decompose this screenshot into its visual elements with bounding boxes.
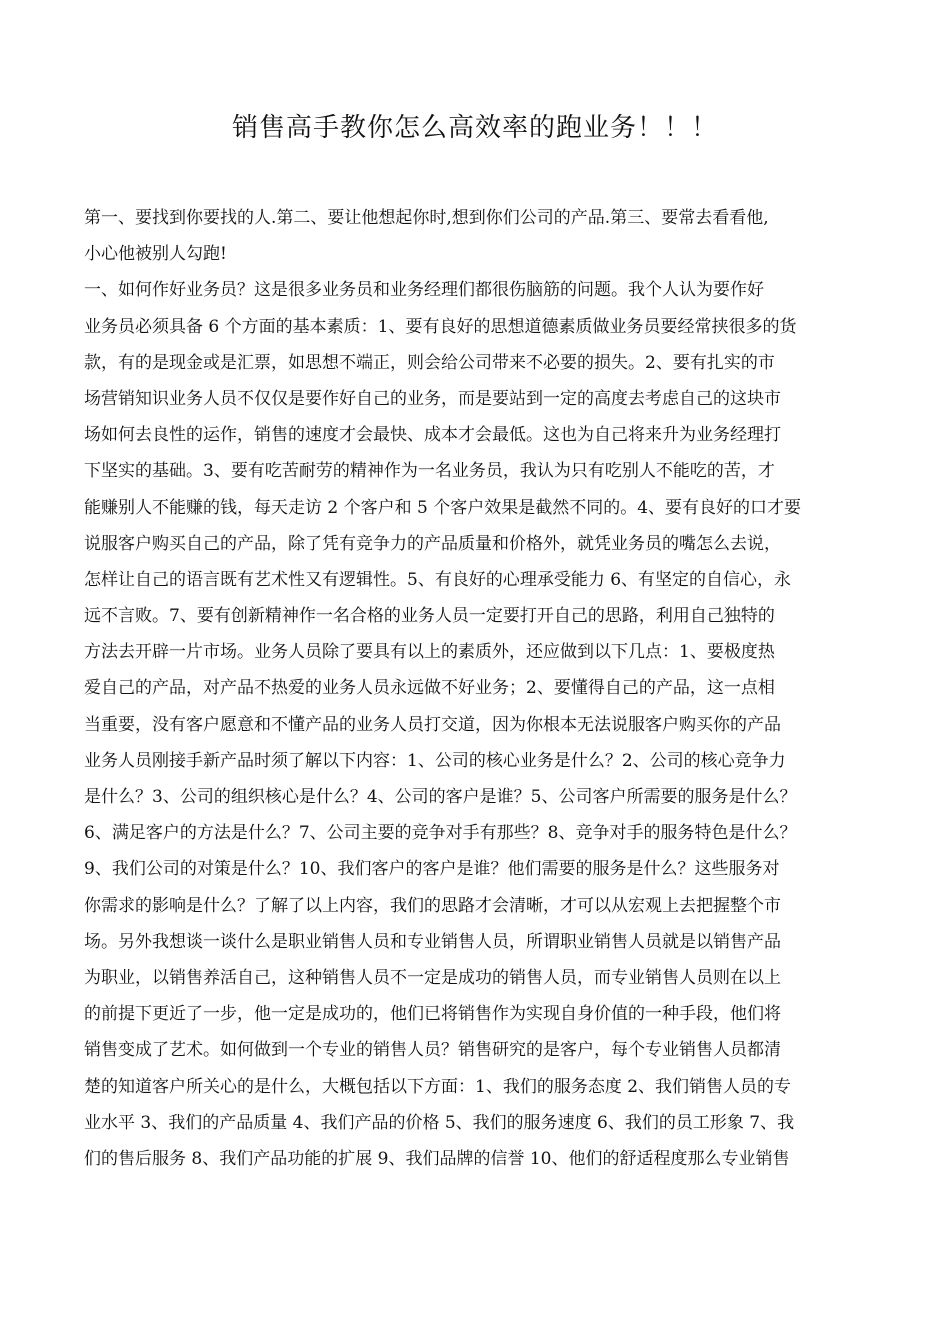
text-line: 小心他被别人勾跑! bbox=[84, 244, 227, 265]
text-line: 场营销知识业务人员不仅仅是要作好自己的业务，而是要站到一定的高度去考虑自己的这块市 bbox=[84, 388, 781, 409]
text-line: 下坚实的基础。3、要有吃苦耐劳的精神作为一名业务员，我认为只有吃别人不能吃的苦，才 bbox=[84, 461, 775, 482]
text-line: 业水平 3、我们的产品质量 4、我们产品的价格 5、我们的服务速度 6、我们的员工形象 7、我 bbox=[84, 1112, 795, 1133]
text-line: 销售变成了艺术。如何做到一个专业的销售人员？销售研究的是客户，每个专业销售人员都清 bbox=[84, 1040, 781, 1061]
text-line: 业务人员刚接手新产品时须了解以下内容：1、公司的核心业务是什么？2、公司的核心竞争力 bbox=[84, 750, 786, 771]
text-line: 说服客户购买自己的产品，除了凭有竞争力的产品质量和价格外，就凭业务员的嘴怎么去说， bbox=[84, 533, 781, 554]
text-line: 场如何去良性的运作，销售的速度才会最快、成本才会最低。这也为自己将来升为业务经理打 bbox=[84, 425, 781, 446]
text-line: 第一、要找到你要找的人.第二、要让他想起你时,想到你们公司的产品.第三、要常去看看他, bbox=[84, 208, 769, 228]
text-line: 9、我们公司的对策是什么？10、我们客户的客户是谁？他们需要的服务是什么？这些服务对 bbox=[84, 859, 780, 880]
text-line: 为职业，以销售养活自己，这种销售人员不一定是成功的销售人员，而专业销售人员则在以上 bbox=[84, 967, 781, 988]
text-line: 业务员必须具备 6 个方面的基本素质：1、要有良好的思想道德素质做业务员要经常挟很多的货 bbox=[84, 316, 797, 337]
text-line: 能赚别人不能赚的钱，每天走访 2 个客户和 5 个客户效果是截然不同的。4、要有良好的口才要 bbox=[84, 497, 802, 518]
text-line: 当重要，没有客户愿意和不懂产品的业务人员打交道，因为你根本无法说服客户购买你的产品 bbox=[84, 714, 781, 735]
text-line: 你需求的影响是什么？了解了以上内容，我们的思路才会清晰，才可以从宏观上去把握整个市 bbox=[84, 895, 781, 916]
text-line: 们的售后服务 8、我们产品功能的扩展 9、我们品牌的信誉 10、他们的舒适程度那么专业销售 bbox=[84, 1148, 790, 1169]
text-line: 方法去开辟一片市场。业务人员除了要具有以上的素质外，还应做到以下几点：1、要极度热 bbox=[84, 642, 775, 663]
text-line: 场。另外我想谈一谈什么是职业销售人员和专业销售人员，所谓职业销售人员就是以销售产品 bbox=[84, 931, 781, 952]
document-body bbox=[84, 200, 894, 1177]
text-line: 一、如何作好业务员？这是很多业务员和业务经理们都很伤脑筋的问题。我个人认为要作好 bbox=[84, 280, 764, 301]
text-line: 6、满足客户的方法是什么？7、公司主要的竞争对手有那些？8、竞争对手的服务特色是什么？ bbox=[84, 823, 797, 844]
text-line: 爱自己的产品，对产品不热爱的业务人员永远做不好业务；2、要懂得自己的产品，这一点相 bbox=[84, 678, 775, 699]
document-title: 销售高手教你怎么高效率的跑业务！！！ bbox=[231, 113, 718, 143]
text-line: 的前提下更近了一步，他一定是成功的，他们已将销售作为实现自身价值的一种手段，他们将 bbox=[84, 1004, 781, 1025]
text-line: 远不言败。7、要有创新精神作一名合格的业务人员一定要打开自己的思路，利用自己独特的 bbox=[84, 606, 775, 627]
text-line: 款，有的是现金或是汇票，如思想不端正，则会给公司带来不必要的损失。2、要有扎实的市 bbox=[84, 352, 775, 373]
text-line: 楚的知道客户所关心的是什么，大概包括以下方面：1、我们的服务态度 2、我们销售人员的专 bbox=[84, 1076, 792, 1097]
text-line: 怎样让自己的语言既有艺术性又有逻辑性。5、有良好的心理承受能力 6、有坚定的自信心，永 bbox=[84, 569, 792, 590]
text-line: 是什么？3、公司的组织核心是什么？4、公司的客户是谁？5、公司客户所需要的服务是什么？ bbox=[84, 787, 797, 807]
